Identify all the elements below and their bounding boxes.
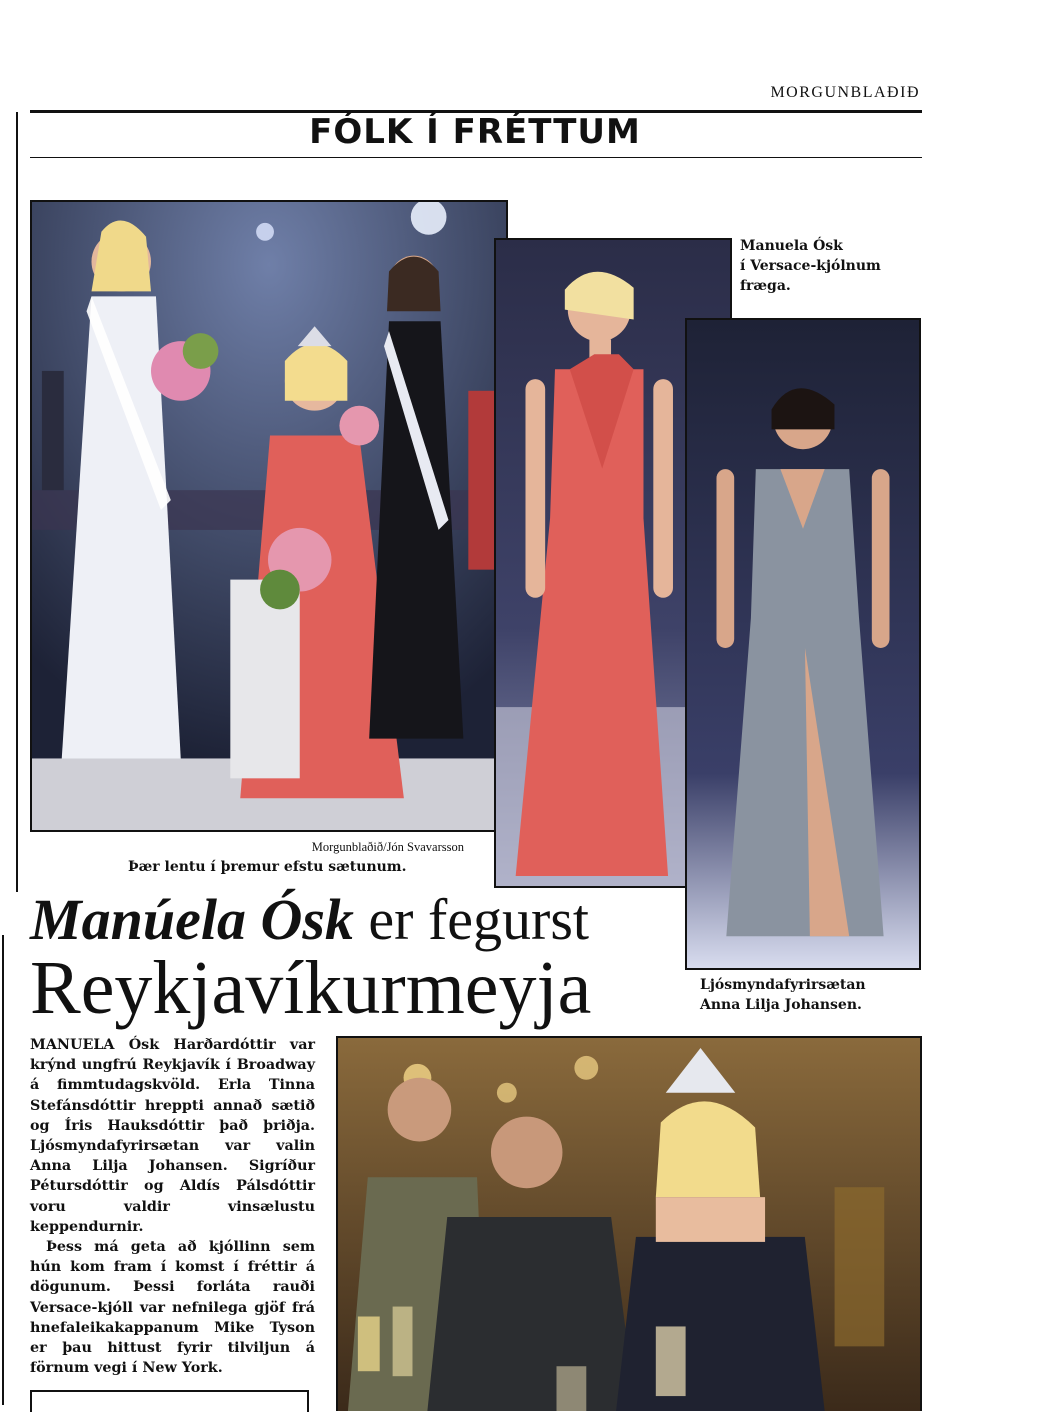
article-body xyxy=(30,1035,315,1378)
caption-line: Ljósmyndafyrirsætan xyxy=(700,977,866,993)
caption-line: Manuela Ósk xyxy=(740,238,843,254)
photo-silver-gown xyxy=(685,318,921,970)
headline-name: Manúela Ósk xyxy=(30,887,354,952)
photo-winners xyxy=(30,200,508,832)
header-thin-rule xyxy=(30,157,922,158)
headline-rest: er fegurst xyxy=(353,887,590,952)
headline-line-2: Reykjavíkurmeyja xyxy=(30,946,592,1030)
photo-caption-model xyxy=(700,975,920,1015)
caption-line: Anna Lilja Johansen. xyxy=(700,997,862,1013)
photo-caption-versace xyxy=(740,236,920,296)
article-paragraph: MANUELA Ósk Harðardóttir var krýnd ungfrú Reykjavík í Broadway á fimmtudagskvöld. Erla Tinna Stefánsdóttir hreppti annað sætið og Íris Hauksdóttir það þriðja. Ljósmyndafyrirsætan var valin Anna Lilja Johansen. Sigríður Pétursdóttir og Aldís Pálsdóttir voru valdir vinsælustu keppendurnir. xyxy=(30,1037,315,1235)
article-paragraph: Þess má geta að kjóllinn sem hún kom fram í komst í fréttir á dögunum. Þessi forláta rauði Versace-kjóll var nefnilega gjöf frá hnefaleikakappanum Mike Tyson er þau hittust fyrir tilviljun á förnum vegi í New York. xyxy=(30,1239,315,1377)
photo-credit: Morgunblaðið/Jón Svavarsson xyxy=(311,840,464,854)
photo-celebration-table xyxy=(336,1036,922,1411)
next-article-box xyxy=(30,1390,309,1412)
masthead: MORGUNBLAÐIÐ xyxy=(770,84,920,101)
headline-line-1 xyxy=(30,888,589,952)
photo-caption-winners: Þær lentu í þremur efstu sætunum. xyxy=(128,859,407,875)
caption-line: fræga. xyxy=(740,278,791,294)
left-margin-rule-lower xyxy=(2,935,4,1405)
left-margin-rule xyxy=(16,112,18,892)
caption-line: í Versace-kjólnum xyxy=(740,258,881,274)
section-title: FÓLK Í FRÉTTUM xyxy=(309,112,641,152)
